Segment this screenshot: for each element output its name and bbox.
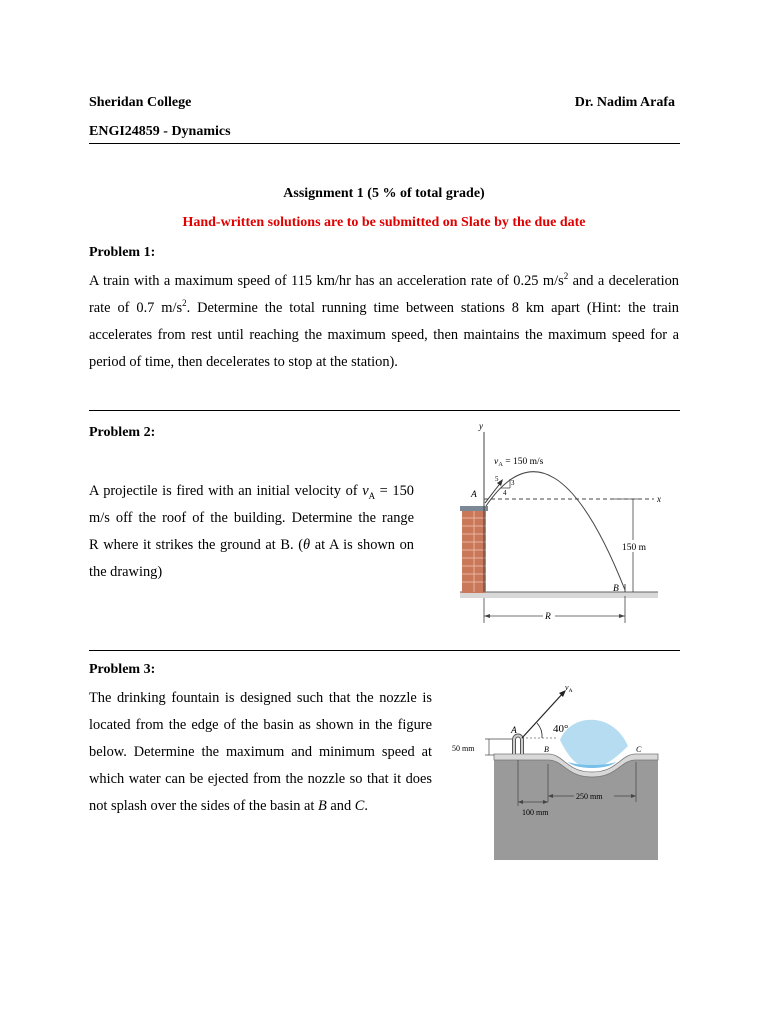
water-splash bbox=[560, 720, 628, 768]
problem-2-heading: Problem 2: bbox=[89, 425, 156, 440]
problem-1-text: A train with a maximum speed of 115 km/hr has an acceleration rate of 0.25 $m/s^2$ and a deceleration rate of 0.7 $m/s^2$. Determine the total running time between stations 8 km apart (Hint: the train accelerates from rest until reaching the maximum speed, then maintains the maximum speed for a period of time, then decelerates to stop at the station). bbox=[89, 271, 679, 370]
height-label: 150 m bbox=[622, 543, 647, 553]
point-a-label: A bbox=[471, 490, 477, 500]
dim-250-label: 250 mm bbox=[576, 792, 603, 801]
problem-3-heading: Problem 3: bbox=[89, 662, 156, 677]
velocity-label: $v_A = 150$ m/s bbox=[494, 457, 544, 468]
point-c-label: C bbox=[636, 745, 642, 754]
slope-4: 4 bbox=[503, 489, 507, 497]
basin-body bbox=[494, 760, 658, 860]
dim-50-label: 50 mm bbox=[452, 744, 475, 753]
problem-1-heading: Problem 1: bbox=[89, 245, 156, 260]
point-b-label: B bbox=[613, 584, 619, 594]
y-axis-label: y bbox=[479, 421, 483, 431]
submission-notice: Hand-written solutions are to be submitted on Slate by the due date bbox=[182, 215, 586, 230]
x-axis-label: x bbox=[657, 494, 661, 504]
trajectory-path bbox=[486, 472, 625, 590]
college-name: Sheridan College bbox=[89, 95, 192, 110]
assignment-title: Assignment 1 (5 % of total grade) bbox=[283, 186, 485, 201]
instructor-name: Dr. Nadim Arafa bbox=[574, 95, 675, 110]
slope-5: 5 bbox=[495, 475, 499, 483]
range-label: R bbox=[545, 612, 551, 622]
problem-3-text: The drinking fountain is designed such that the nozzle is located from the edge of the basin as shown in the figure below. Determine the maximum and minimum speed at which water can be ejected from the nozzle so that it does not splash over the sides of the basin at B and C. bbox=[89, 690, 432, 814]
problem-1-rule bbox=[89, 410, 680, 411]
dim-100-label: 100 mm bbox=[522, 808, 549, 817]
velocity-label: $v_A$ bbox=[565, 683, 573, 694]
slope-3: 3 bbox=[511, 479, 515, 487]
problem-2-rule bbox=[89, 650, 680, 651]
point-a-label: A bbox=[511, 726, 517, 736]
fountain-figure bbox=[452, 680, 662, 864]
course-code: ENGI24859 - Dynamics bbox=[89, 124, 231, 139]
angle-arc bbox=[537, 723, 542, 738]
range-arrow-right bbox=[619, 614, 625, 618]
range-arrow-left bbox=[484, 614, 490, 618]
point-b-label: B bbox=[544, 745, 549, 754]
ground-surface bbox=[460, 592, 658, 598]
problem-2-text: A projectile is fired with an initial velocity of $v_A = 150$ m/s off the roof of the building. Determine the range R where it strikes the ground at B. (θ at A is shown on the drawing) bbox=[89, 483, 415, 580]
angle-label: 40° bbox=[553, 723, 569, 735]
header-rule bbox=[89, 143, 680, 144]
projectile-figure bbox=[448, 418, 680, 630]
